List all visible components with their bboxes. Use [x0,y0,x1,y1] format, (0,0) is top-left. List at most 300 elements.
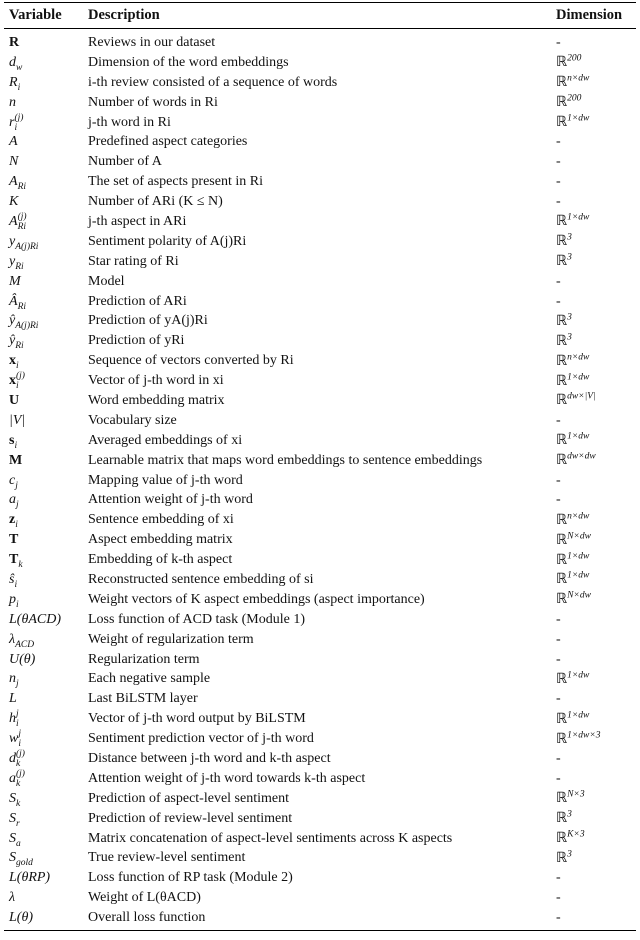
variable-symbol: w [9,731,19,747]
description-cell: Weight vectors of K aspect embeddings (aspect importance) [88,591,425,607]
variable-cell [4,471,88,491]
dimension-cell [556,213,636,230]
table-row [4,53,636,73]
variable-subscript: i [18,739,21,750]
variable-cell [4,550,88,570]
dimension-cell [556,771,636,787]
variable-superscript [16,351,19,361]
variable-symbol: λ [9,631,16,647]
variable-subscript: j [16,500,19,511]
variable-subscript: Ri [15,341,24,352]
description-cell: Star rating of Ri [88,253,179,269]
table-row [4,849,636,869]
variable-cell [4,510,88,530]
dimension-base: ℝ [556,95,568,111]
dimension-cell [556,910,636,926]
table-row [4,192,636,212]
dimension-superscript: 3 [567,232,572,243]
table-row [4,908,636,928]
description-cell: Attention weight of j-th word towards k-th aspect [88,770,366,786]
table-row [4,451,636,471]
variable-subscript: k [16,778,21,789]
table-row [4,868,636,888]
variable-subscript: A(j)Ri [15,241,39,252]
description-cell: The set of aspects present in Ri [88,174,263,190]
variable-superscript [18,292,26,302]
table-row [4,510,636,530]
dimension-base: - [556,154,561,170]
variable-subscript: k [16,798,21,809]
description-cell: Sentence embedding of xi [88,512,234,528]
variable-symbol: S [9,791,16,807]
description-cell: Word embedding matrix [88,392,225,408]
table-row [4,431,636,451]
dimension-superscript: 1×dw [567,431,590,442]
description-cell: i-th review consisted of a sequence of words [88,74,338,90]
variable-symbol: M [9,273,21,289]
variable-symbol: n [9,94,16,110]
table-row [4,252,636,272]
dimension-cell [556,114,636,131]
table-row [4,610,636,630]
dimension-base: ℝ [556,393,568,409]
dimension-superscript: 1×dw [567,212,590,223]
dimension-cell [556,612,636,628]
variable-symbol: x [9,353,16,369]
dimension-superscript: N×dw [567,590,591,601]
dimension-base: ℝ [556,313,568,329]
variable-cell [4,413,88,429]
variable-subscript: i [16,599,19,610]
table-row [4,550,636,570]
variable-superscript [15,471,18,481]
table-row [4,888,636,908]
variable-cell [4,35,88,51]
dimension-cell [556,890,636,906]
table-row [4,689,636,709]
description-cell: j-th word in Ri [88,114,171,130]
dimension-base: ℝ [556,512,568,528]
dimension-base: - [556,870,561,886]
variable-cell [4,532,88,548]
variable-symbol: A [9,174,18,190]
table-row [4,272,636,292]
dimension-base: - [556,472,561,488]
variable-subscript: Ri [17,301,27,312]
variable-subscript: i [14,580,18,590]
dimension-base: - [556,293,561,309]
description-cell: Model [88,273,125,289]
variable-superscript: (j) [16,768,25,779]
variable-symbol: T [9,532,19,548]
dimension-base: - [556,631,561,647]
dimension-base: ℝ [556,850,568,866]
dimension-base: ℝ [556,711,568,727]
dimension-superscript: K×3 [567,829,585,840]
variable-superscript [16,53,22,63]
table-row [4,371,636,391]
dimension-base: ℝ [556,234,568,250]
table-header [4,3,636,28]
dimension-cell [556,353,636,370]
dimension-cell [556,274,636,290]
variable-cell [4,848,88,868]
variable-superscript: (j) [17,211,27,222]
table-row [4,411,636,431]
table-row [4,490,636,510]
dimension-base: - [556,910,561,926]
description-cell: Weight of L(θACD) [88,890,201,906]
variable-subscript: r [16,818,20,829]
variable-subscript: gold [16,858,33,869]
description-cell: Mapping value of j-th word [88,472,243,488]
variable-cell [4,95,88,111]
description-cell: Attention weight of j-th word [88,492,253,508]
variable-cell [4,351,88,371]
variable-symbol: d [9,55,16,71]
variable-cell [4,292,88,312]
dimension-cell [556,731,636,748]
dimension-superscript: 1×dw [567,670,590,681]
table-row [4,73,636,93]
table-row [4,292,636,312]
dimension-base: ℝ [556,592,568,608]
variable-symbol: h [9,711,16,727]
dimension-superscript: dw×dw [567,451,596,462]
description-cell: True review-level sentiment [88,850,246,866]
table-row [4,709,636,729]
variable-superscript [15,232,38,242]
variable-cell [4,870,88,886]
dimension-cell [556,850,636,867]
dimension-base: ℝ [556,831,568,847]
table-row [4,630,636,650]
dimension-superscript: N×3 [567,789,585,800]
dimension-cell [556,194,636,210]
table-row [4,590,636,610]
dimension-base: ℝ [556,353,568,369]
dimension-superscript: 200 [567,53,582,64]
description-cell: Prediction of yA(j)Ri [88,313,208,329]
variable-superscript [16,829,21,839]
description-cell: Loss function of RP task (Module 2) [88,870,293,886]
description-cell: Aspect embedding matrix [88,532,233,548]
dimension-cell [556,810,636,827]
table-row [4,749,636,769]
dimension-cell [556,233,636,250]
variable-cell [4,910,88,926]
dimension-cell [556,790,636,807]
variable-symbol: T [9,552,19,568]
variable-subscript: k [18,560,23,571]
variable-cell [4,829,88,849]
variable-symbol: S [9,850,16,866]
dimension-superscript: n×dw [567,511,590,522]
dimension-base: - [556,34,561,50]
variable-superscript [16,809,20,819]
variable-superscript [18,550,22,560]
dimension-cell [556,333,636,350]
dimension-base: ℝ [556,532,568,548]
description-cell: Sentiment polarity of A(j)Ri [88,233,247,249]
description-cell: Matrix concatenation of aspect-level sentiments across K aspects [88,830,453,846]
description-cell: Reconstructed sentence embedding of si [88,571,314,587]
description-cell: Prediction of yRi [88,333,185,349]
variable-superscript [16,590,19,600]
dimension-base: ℝ [556,373,568,389]
dimension-cell [556,532,636,549]
dimension-base: - [556,194,561,210]
variable-symbol: U(θ) [9,651,36,667]
variable-cell [4,749,88,769]
table-row [4,650,636,670]
description-cell: Dimension of the word embeddings [88,54,289,70]
variable-cell [4,630,88,650]
dimension-cell [556,751,636,767]
variable-cell [4,194,88,210]
description-cell: j-th aspect in ARi [88,213,187,229]
variable-cell [4,113,88,133]
variable-cell [4,709,88,729]
variable-superscript [18,172,26,182]
variable-superscript [16,848,33,858]
dimension-cell [556,154,636,170]
variable-cell [4,890,88,906]
variable-superscript [15,311,38,321]
header-dimension: Dimension [556,7,623,23]
dimension-superscript: 1×dw [567,710,590,721]
variable-superscript [14,431,17,441]
dimension-cell [556,373,636,390]
variable-symbol: M [9,452,23,468]
variable-symbol: z [9,512,16,528]
variable-cell [4,669,88,689]
variable-subscript: Ri [17,221,27,232]
dimension-cell [556,492,636,508]
variable-subscript: i [17,82,21,93]
dimension-cell [556,473,636,489]
variable-symbol: x [9,373,16,389]
variable-cell [4,154,88,170]
variable-symbol: A [9,134,18,150]
dimension-base: ℝ [556,214,568,230]
dimension-cell [556,74,636,91]
table-row [4,152,636,172]
variable-superscript: (j) [16,749,25,760]
dimension-cell [556,452,636,469]
dimension-cell [556,294,636,310]
variable-superscript: (j) [14,112,24,123]
variable-symbol: R [9,74,18,90]
variable-cell [4,769,88,789]
table-row [4,113,636,133]
variable-cell [4,789,88,809]
variable-symbol: r [9,114,15,130]
dimension-cell [556,94,636,111]
description-cell: Vector of j-th word output by BiLSTM [88,711,306,727]
variable-table [4,2,636,931]
table-row [4,33,636,53]
variable-cell [4,652,88,668]
variable-subscript: Ri [15,261,24,272]
variable-symbol: d [9,751,16,767]
dimension-superscript: n×dw [567,73,590,84]
table-row [4,311,636,331]
description-cell: Number of A [88,154,162,170]
table-row [4,471,636,491]
variable-superscript [16,490,19,500]
variable-cell [4,134,88,150]
dimension-cell [556,671,636,688]
description-cell: Distance between j-th word and k-th aspect [88,751,331,766]
description-cell: Each negative sample [88,671,211,687]
dimension-base: ℝ [556,75,568,91]
table-row [4,789,636,809]
description-cell: Vocabulary size [88,412,177,428]
dimension-superscript: 1×dw [567,371,590,382]
variable-superscript [14,570,17,580]
variable-symbol: p [9,592,16,608]
variable-cell [4,691,88,707]
dimension-base: ℝ [556,115,568,130]
variable-symbol: a [9,771,16,787]
dimension-base: - [556,890,561,906]
header-description: Description [88,7,160,23]
variable-cell [4,453,88,469]
dimension-cell [556,392,636,409]
description-cell: Regularization term [88,651,200,667]
variable-symbol: L(θRP) [9,870,51,886]
dimension-superscript: 3 [567,849,572,860]
table-row [4,729,636,749]
variable-cell [4,612,88,628]
variable-cell [4,311,88,331]
variable-subscript: j [15,480,18,491]
variable-subscript: j [16,679,19,690]
variable-superscript: j [18,729,21,740]
dimension-base: - [556,751,561,766]
dimension-base: - [556,651,561,667]
dimension-cell [556,512,636,529]
description-cell: Prediction of review-level sentiment [88,810,293,826]
variable-subscript: Ri [17,182,27,193]
description-cell: Sequence of vectors converted by Ri [88,353,294,369]
dimension-superscript: 1×dw [567,550,590,561]
dimension-cell [556,54,636,71]
dimension-cell [556,711,636,728]
variable-symbol: a [9,492,16,508]
variable-subscript: i [16,719,19,730]
table-row [4,232,636,252]
variable-symbol: L(θACD) [9,611,61,627]
dimension-superscript: 1×dw [567,113,590,124]
variable-cell [4,172,88,192]
variable-symbol: y [9,253,16,269]
variable-superscript [15,252,23,262]
variable-cell [4,252,88,272]
table-row [4,809,636,829]
dimension-base: ℝ [556,572,568,588]
description-cell: Reviews in our dataset [88,34,216,50]
variable-symbol: Â [9,293,18,309]
table-row [4,829,636,849]
table-row [4,212,636,232]
table-row [4,172,636,192]
variable-symbol: λ [9,890,16,906]
variable-cell [4,570,88,590]
variable-superscript: j [16,709,19,720]
dimension-superscript: 200 [567,93,582,104]
variable-symbol: N [9,154,19,170]
header-variable: Variable [9,7,62,23]
description-cell: Averaged embeddings of xi [88,432,243,448]
variable-symbol: ŷ [9,313,16,329]
variable-symbol: ŷ [9,333,16,349]
table-row [4,670,636,690]
bottom-rule [4,930,636,931]
dimension-superscript: 1×dw×3 [567,729,601,740]
variable-subscript: i [15,520,18,531]
dimension-cell [556,870,636,886]
variable-symbol: U [9,392,20,408]
variable-symbol: S [9,810,16,826]
variable-cell [4,431,88,451]
description-cell: Number of words in Ri [88,94,218,110]
variable-cell [4,274,88,290]
description-cell: Last BiLSTM layer [88,691,198,707]
table-body [4,29,636,928]
variable-subscript: i [14,122,18,133]
variable-subscript: i [16,361,19,372]
variable-cell [4,729,88,749]
variable-symbol: L(θ) [9,910,33,926]
dimension-base: ℝ [556,433,568,449]
variable-cell [4,232,88,252]
dimension-base: ℝ [556,791,568,807]
dimension-base: ℝ [556,333,568,349]
table-row [4,530,636,550]
dimension-superscript: 3 [567,332,572,343]
variable-symbol: ŝ [9,572,15,588]
dimension-cell [556,632,636,648]
variable-superscript [16,789,20,799]
dimension-base: ℝ [556,811,568,827]
dimension-superscript: 3 [567,312,572,323]
description-cell: Weight of regularization term [88,631,254,647]
variable-cell [4,331,88,351]
table-row [4,391,636,411]
variable-symbol: |V| [9,412,26,428]
dimension-cell [556,830,636,847]
variable-cell [4,53,88,73]
variable-symbol: n [9,671,16,687]
variable-symbol: L [9,691,17,707]
variable-subscript: k [16,759,21,770]
dimension-base: ℝ [556,731,568,747]
variable-symbol: R [9,34,20,50]
dimension-base: - [556,611,561,627]
dimension-base: - [556,174,561,190]
table-row [4,769,636,789]
variable-cell [4,73,88,93]
description-cell: Loss function of ACD task (Module 1) [88,611,305,627]
table-row [4,570,636,590]
dimension-superscript: N×dw [567,531,591,542]
variable-superscript [15,510,18,520]
description-cell: Sentiment prediction vector of j-th word [88,731,314,747]
dimension-base: ℝ [556,55,568,71]
variable-subscript: w [16,62,23,73]
